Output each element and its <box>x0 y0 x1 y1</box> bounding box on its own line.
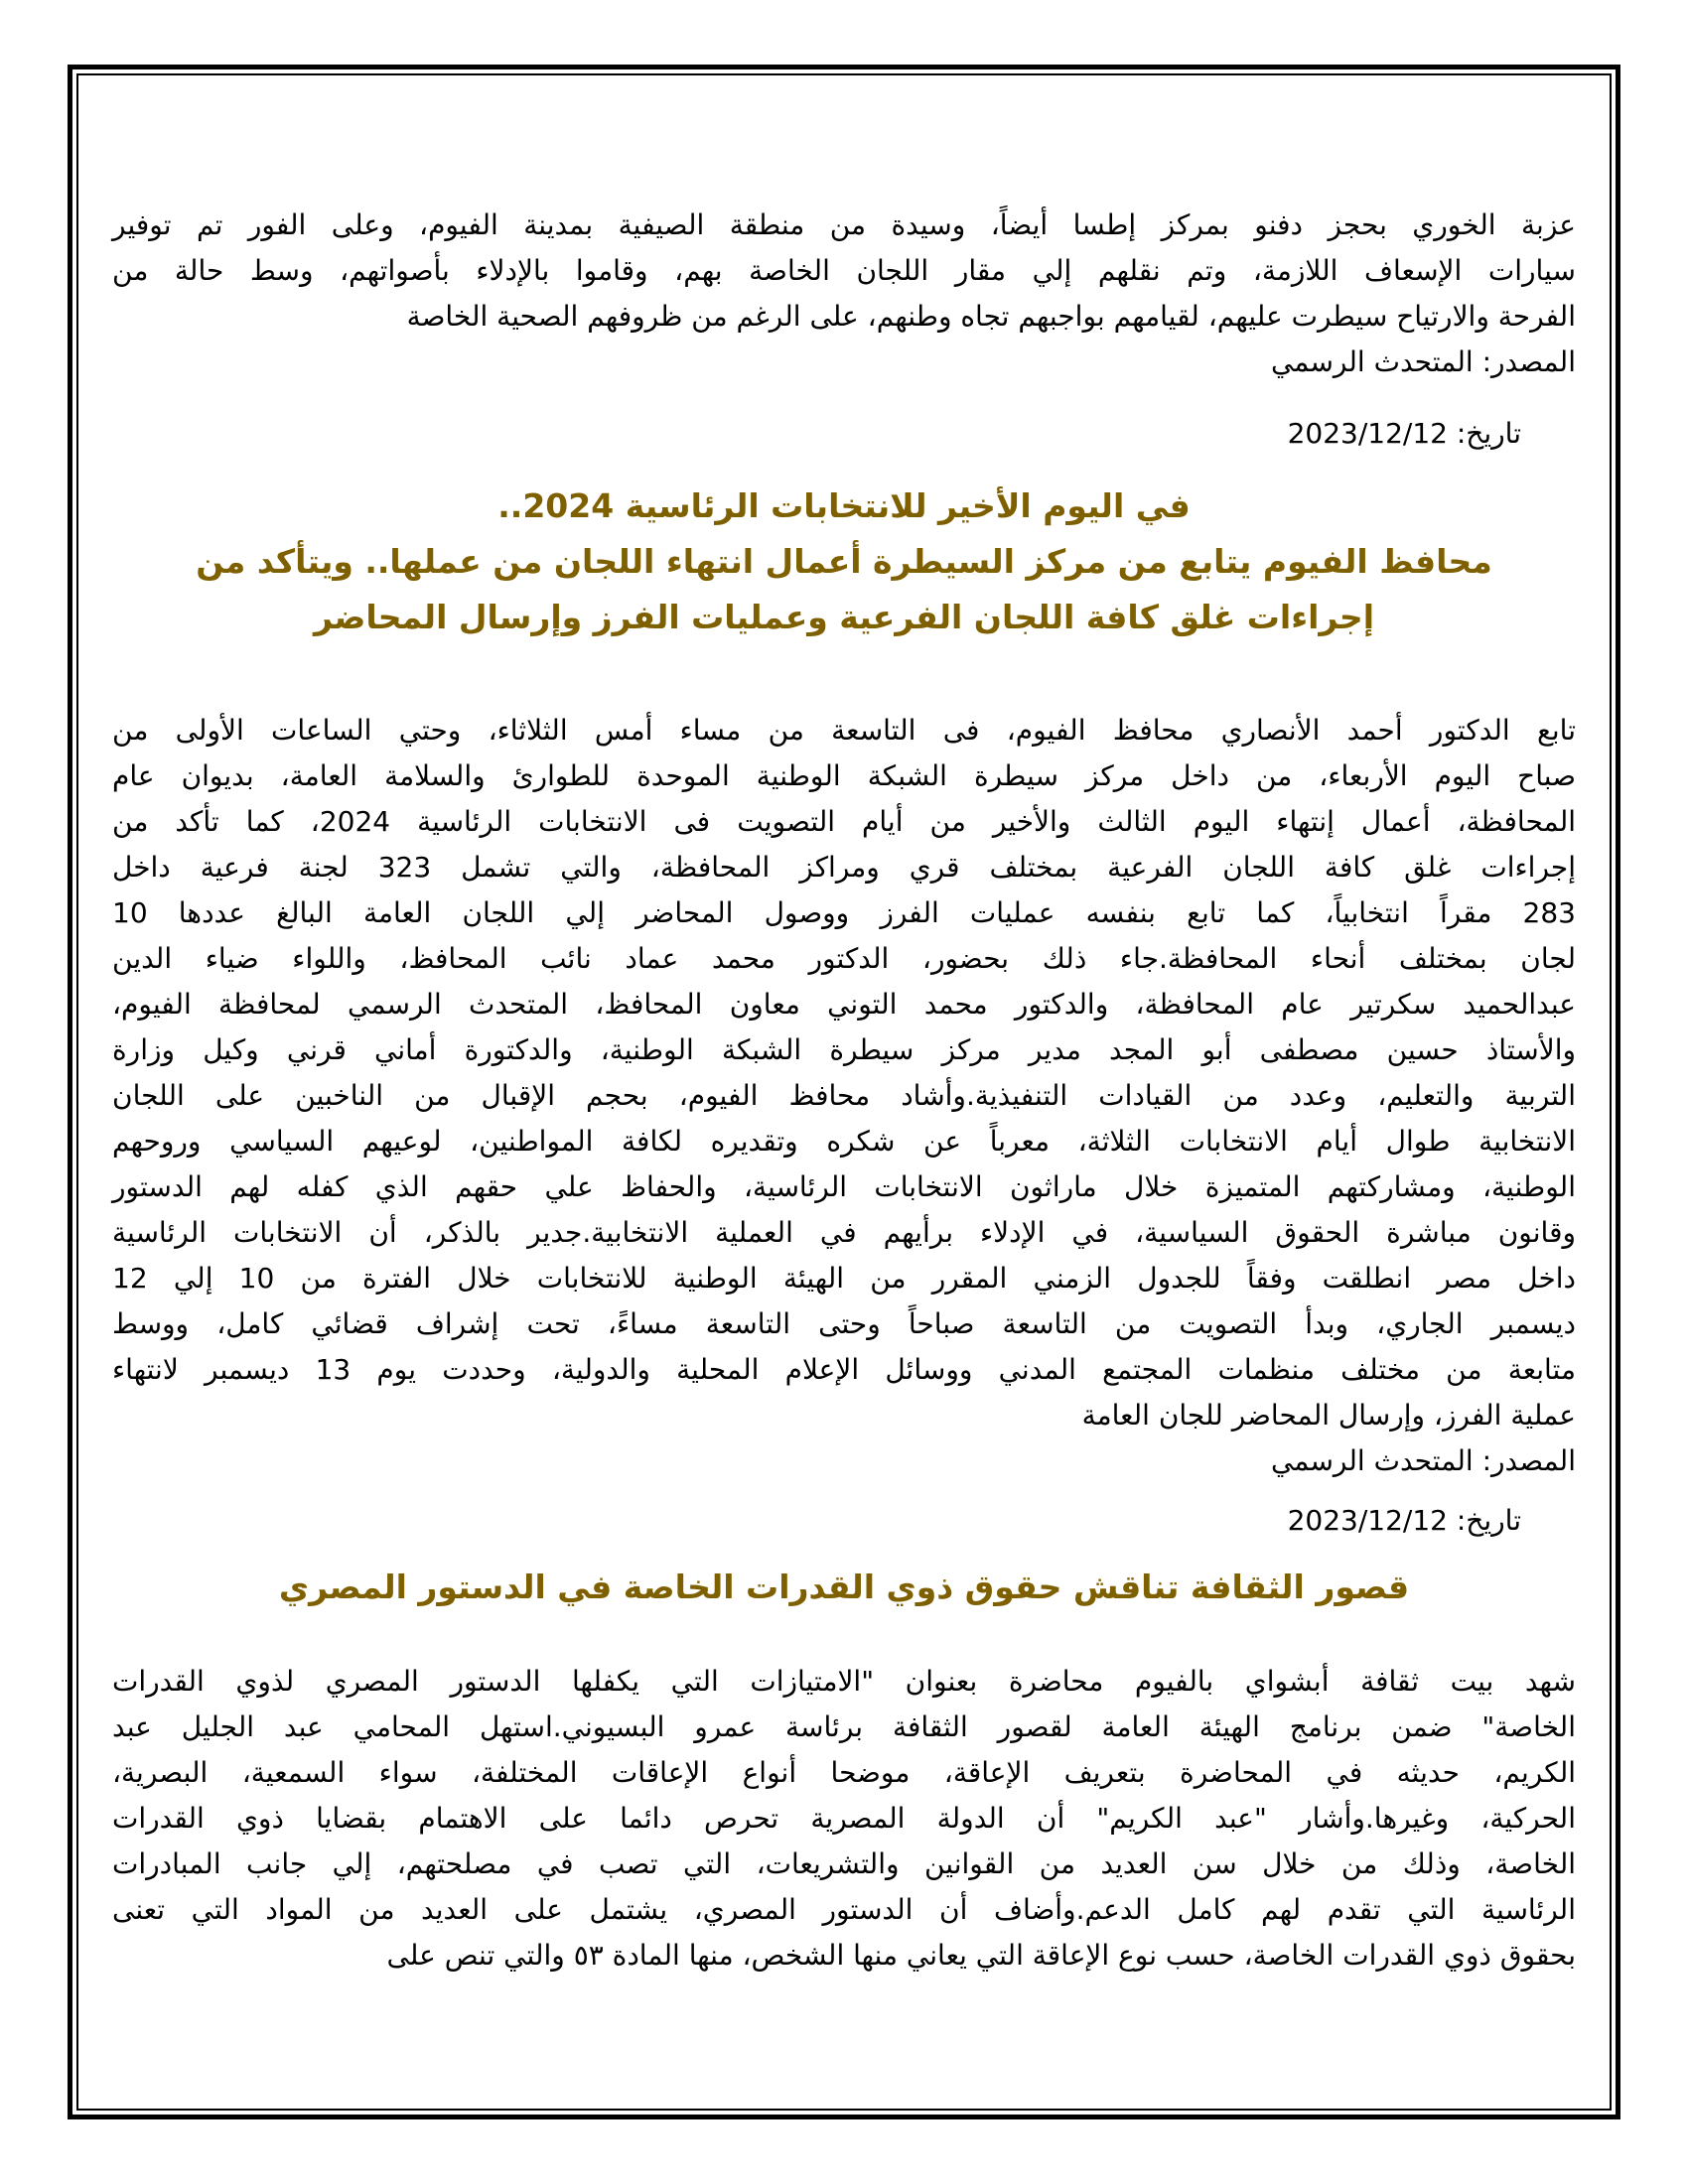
date-line: تاريخ: 2023/12/12 <box>1287 417 1521 450</box>
article-elections-heading <box>112 478 1576 645</box>
text-line: متابعة من مختلف منظمات المجتمع المدني ووسائل الإعلام المحلية والدولية، وحددت يوم 13 ديسمبر لانتهاء <box>112 1353 1576 1386</box>
text-line: شهد بيت ثقافة أبشواي بالفيوم محاضرة بعنوان "الامتيازات التي يكفلها الدستور المصري لذوي القدرات <box>112 1665 1576 1698</box>
text-line: صباح اليوم الأربعاء، من داخل مركز سيطرة الشبكة الوطنية الموحدة للطوارئ والسلامة العامة، بديوان عام <box>112 759 1576 792</box>
text-line: داخل مصر انطلقت وفقاً للجدول الزمني المقرر من الهيئة الوطنية للانتخابات خلال الفترة من 10 إلي 12 <box>112 1262 1576 1295</box>
text-line: في اليوم الأخير للانتخابات الرئاسية 2024.. <box>497 486 1191 525</box>
text-line: الخاصة، وذلك من خلال سن العديد من القوانين والتشريعات، التي تصب في مصلحتهم، إلي جانب المبادرات <box>112 1847 1576 1880</box>
text-line: عبدالحميد سكرتير عام المحافظة، والدكتور محمد التوني معاون المحافظ، المتحدث الرسمي لمحافظة الفيوم، <box>112 988 1576 1021</box>
text-line: الحركية، وغيرها.وأشار "عبد الكريم" أن الدولة المصرية تحرص دائما على الاهتمام بقضايا ذوي القدرات <box>112 1802 1576 1835</box>
text-line: الرئاسية التي تقدم لهم كامل الدعم.وأضاف أن الدستور المصري، يشتمل على العديد من المواد التي تعنى <box>112 1893 1576 1926</box>
text-line: سيارات الإسعاف اللازمة، وتم نقلهم إلي مقار اللجان الخاصة بهم، وقاموا بالإدلاء بأصواتهم، وسط حالة من <box>112 254 1576 287</box>
page-border-outer <box>68 65 1620 2119</box>
page-content <box>78 75 1610 2109</box>
article-culture-body <box>112 1659 1576 1979</box>
text-line: بحقوق ذوي القدرات الخاصة، حسب نوع الإعاقة التي يعاني منها الشخص، منها المادة ٥٣ والتي تنص على <box>386 1939 1576 1972</box>
article-culture-heading <box>112 1560 1576 1615</box>
text-line: ديسمبر الجاري، وبدأ التصويت من التاسعة صباحاً وحتى التاسعة مساءً، تحت إشراف قضائي كامل، ووسط <box>112 1307 1576 1340</box>
text-line: الانتخابية طوال أيام الانتخابات الثلاثة، معرباً عن شكره وتقديره لكافة المواطنين، لوعيهم السياسي وروحهم <box>112 1125 1576 1158</box>
text-line: الفرحة والارتياح سيطرت عليهم، لقيامهم بواجبهم تجاه وطنهم، على الرغم من ظروفهم الصحية الخاصة <box>406 300 1576 333</box>
text-line: قصور الثقافة تناقش حقوق ذوي القدرات الخاصة في الدستور المصري <box>278 1568 1410 1606</box>
text-line: عزبة الخوري بحجز دفنو بمركز إطسا أيضاً، وسيدة من منطقة الصيفية بمدينة الفيوم، وعلى الفور تم توفير <box>112 208 1576 241</box>
source-line: المصدر: المتحدث الرسمي <box>1270 1444 1576 1477</box>
text-line: والأستاذ حسين مصطفى أبو المجد مدير مركز سيطرة الشبكة الوطنية، والدكتورة أماني قرني وكيل وزارة <box>112 1033 1576 1066</box>
text-line: الخاصة" ضمن برنامج الهيئة العامة لقصور الثقافة برئاسة عمرو البسيوني.استهل المحامي عبد الجليل عبد <box>112 1710 1576 1743</box>
page-border-inner <box>76 73 1612 2111</box>
text-line: تابع الدكتور أحمد الأنصاري محافظ الفيوم، فى التاسعة من مساء أمس الثلاثاء، وحتي الساعات الأولى من <box>112 714 1576 747</box>
text-line: الكريم، حديثه في المحاضرة بتعريف الإعاقة، موضحا أنواع الإعاقات المختلفة، سواء السمعية، البصرية، <box>112 1756 1576 1789</box>
text-line: إجراءات غلق كافة اللجان الفرعية وعمليات الفرز وإرسال المحاضر <box>313 598 1375 636</box>
text-line: الوطنية، ومشاركتهم المتميزة خلال ماراثون الانتخابات الرئاسية، والحفاظ علي حقهم الذي كفله لهم الدستور <box>112 1170 1576 1203</box>
text-line: المحافظة، أعمال إنتهاء اليوم الثالث والأخير من أيام التصويت فى الانتخابات الرئاسية 2024، كما تأكد من <box>112 805 1577 838</box>
article-elections-body <box>112 708 1576 1438</box>
source-line: المصدر: المتحدث الرسمي <box>1270 345 1576 378</box>
text-line: لجان بمختلف أنحاء المحافظة.جاء ذلك بحضور، الدكتور محمد عماد نائب المحافظ، واللواء ضياء الدين <box>112 942 1576 975</box>
text-line: محافظ الفيوم يتابع من مركز السيطرة أعمال انتهاء اللجان من عملها.. ويتأكد من <box>196 542 1492 581</box>
text-line: إجراءات غلق كافة اللجان الفرعية بمختلف قري ومراكز المحافظة، والتي تشمل 323 لجنة فرعية داخل <box>112 851 1576 884</box>
text-line: التربية والتعليم، وعدد من القيادات التنفيذية.وأشاد محافظ الفيوم، بحجم الإقبال من الناخبين على اللجان <box>112 1079 1576 1112</box>
text-line: وقانون مباشرة الحقوق السياسية، في الإدلاء برأيهم في العملية الانتخابية.جدير بالذكر، أن الانتخابات الرئاسية <box>112 1216 1576 1249</box>
text-line: 283 مقراً انتخابياً، كما تابع بنفسه عمليات الفرز ووصول المحاضر إلي اللجان العامة البالغ عددها 10 <box>112 896 1576 929</box>
article-top-body <box>112 203 1576 340</box>
text-line: عملية الفرز، وإرسال المحاضر للجان العامة <box>1081 1399 1576 1432</box>
date-line: تاريخ: 2023/12/12 <box>1287 1504 1521 1537</box>
